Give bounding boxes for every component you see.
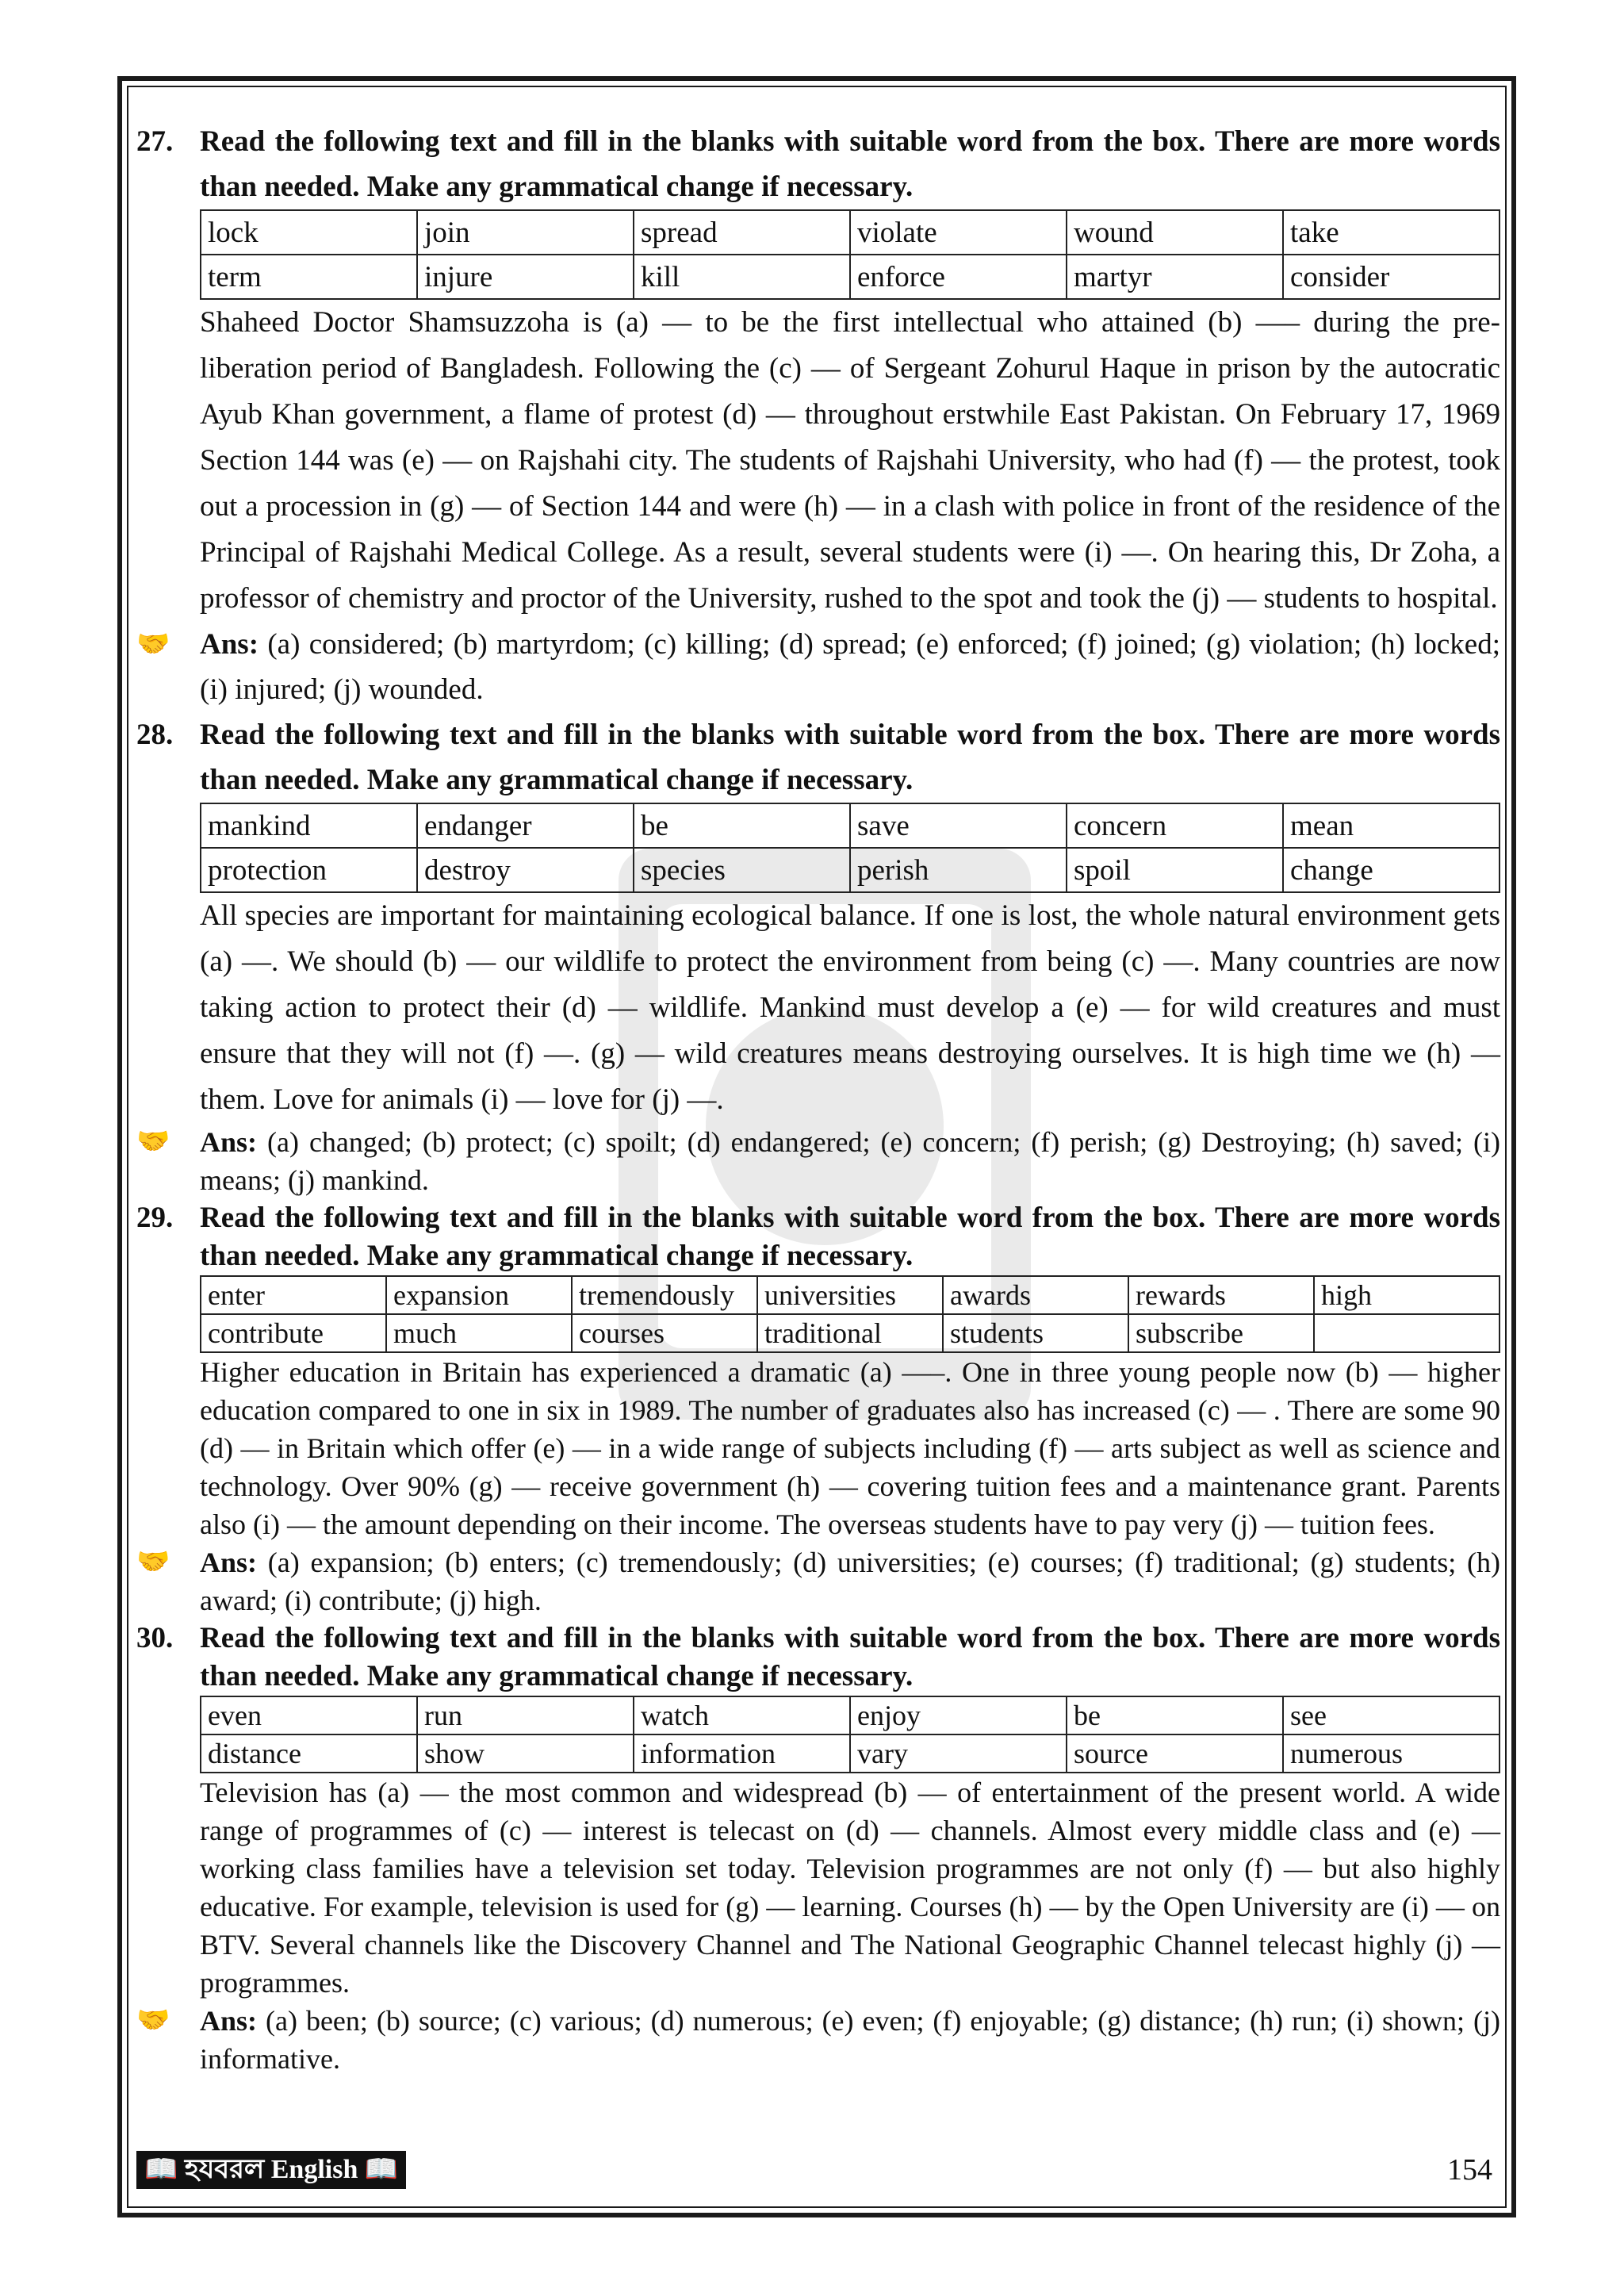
word-box [200, 209, 1500, 300]
word-cell: injure [417, 255, 634, 299]
word-cell: term [201, 255, 417, 299]
word-cell: universities [757, 1276, 943, 1314]
word-cell: numerous [1283, 1734, 1500, 1773]
answer-label: Ans: [200, 628, 259, 661]
page-content [136, 119, 1500, 2078]
word-cell-empty [1314, 1314, 1500, 1352]
answer-line [136, 2002, 1500, 2078]
word-cell: spoil [1067, 848, 1283, 892]
answer-label: Ans: [200, 1126, 258, 1158]
word-cell: distance [201, 1734, 417, 1773]
passage-text: All species are important for maintaining ecological balance. If one is lost, the whole natural environment gets (a) —. We should (b) — our wildlife to protect the environment from being (c) —. Many countries are now taking action to protect their (d) — wildlife. Mankind must develop a (e) — for wild creatures and must ensure that they will not (f) —. (g) — wild creatures means destroying ourselves. It is high time we (h) — them. Love for animals (i) — love for (j) —. [200, 899, 1500, 1116]
answer-line [136, 622, 1500, 712]
link-hands-icon: 🤝 [136, 2006, 170, 2035]
page-footer [136, 2148, 1500, 2192]
word-cell: vary [850, 1734, 1067, 1773]
word-cell: high [1314, 1276, 1500, 1314]
passage-text: Shaheed Doctor Shamsuzzoha is (a) — to be the first intellectual who attained (b) —– during the pre-liberation period of Bangladesh. Following the (c) — of Sergeant Zohurul Haque in prison by the autocratic Ayub Khan government, a flame of protest (d) — throughout erstwhile East Pakistan. On February 17, 1969 Section 144 was (e) — on Rajshahi city. The students of Rajshahi University, who had (f) — the protest, took out a procession in (g) — of Section 144 and were (h) — in a clash with police in front of the residence of the Principal of Rajshahi Medical College. As a result, several students were (i) —. On hearing this, Dr Zoha, a professor of chemistry and proctor of the University, rushed to the spot and took the (j) — students to hospital. [200, 306, 1500, 615]
question-heading [136, 119, 1500, 209]
page-number: 154 [1447, 2153, 1492, 2187]
word-box-row [201, 1696, 1500, 1734]
word-box-row [201, 1734, 1500, 1773]
word-cell: mankind [201, 803, 417, 848]
word-box-row [201, 1314, 1500, 1352]
word-cell: show [417, 1734, 634, 1773]
question-instruction: Read the following text and fill in the blanks with suitable word from the box. There are more words than needed. Make any grammatical change if necessary. [200, 1202, 1500, 1272]
word-cell: protection [201, 848, 417, 892]
word-cell: save [850, 803, 1067, 848]
word-box [200, 803, 1500, 893]
word-cell: perish [850, 848, 1067, 892]
question-29 [136, 1199, 1500, 1619]
book-icon: 📖 [144, 2155, 178, 2184]
question-number: 27. [136, 125, 174, 158]
word-cell: concern [1067, 803, 1283, 848]
word-cell: tremendously [572, 1276, 757, 1314]
question-heading [136, 1619, 1500, 1696]
answer-label: Ans: [200, 1547, 258, 1578]
link-hands-icon: 🤝 [136, 1127, 170, 1156]
word-cell: endanger [417, 803, 634, 848]
passage-text: Television has (a) — the most common and widespread (b) — of entertainment of the present world. A wide range of programmes of (c) — interest is telecast on (d) — channels. Almost every middle class and (e) — working class families have a television set today. Television programmes are not only (f) — but also highly educative. For example, television is used for (g) — learning. Courses (h) — by the Open University are (i) — on BTV. Several channels like the Discovery Channel and The National Geographic Channel telecast highly (j) — programmes. [200, 1777, 1500, 1999]
word-cell: wound [1067, 210, 1283, 255]
word-cell: traditional [757, 1314, 943, 1352]
question-heading [136, 1199, 1500, 1275]
question-27 [136, 119, 1500, 712]
word-cell: destroy [417, 848, 634, 892]
word-box [200, 1275, 1500, 1353]
word-cell: watch [634, 1696, 850, 1734]
answer-text: (a) expansion; (b) enters; (c) tremendously; (d) universities; (e) courses; (f) traditional; (g) students; (h) award; (i) contribute; (j) high. [200, 1547, 1501, 1616]
word-cell: subscribe [1128, 1314, 1314, 1352]
answer-text: (a) changed; (b) protect; (c) spoilt; (d) endangered; (e) concern; (f) perish; (g) Destroying; (h) saved; (i) means; (j) mankind. [200, 1126, 1500, 1196]
answer-text: (a) considered; (b) martyrdom; (c) killing; (d) spread; (e) enforced; (f) joined; (g) violation; (h) locked; (i) injured; (j) wounded. [200, 628, 1501, 706]
word-cell: contribute [201, 1314, 386, 1352]
answer-line [136, 1543, 1500, 1619]
word-box-row [201, 255, 1500, 299]
brand-name: হযবরল English [184, 2155, 358, 2184]
word-cell: enforce [850, 255, 1067, 299]
word-box-row [201, 1276, 1500, 1314]
answer-text-wrap [200, 1123, 1500, 1199]
link-hands-icon: 🤝 [136, 630, 170, 659]
word-cell: enjoy [850, 1696, 1067, 1734]
question-heading [136, 712, 1500, 803]
word-box-row [201, 210, 1500, 255]
passage-text: Higher education in Britain has experienced a dramatic (a) —–. One in three young people now (b) — higher education compared to one in six in 1989. The number of graduates also has increased (c) — . There are some 90 (d) — in Britain which offer (e) — in a wide range of subjects including (f) — arts subject as well as science and technology. Over 90% (g) — receive government (h) — covering tuition fees and a maintenance grant. Parents also (i) — the amount depending on their income. The overseas students have to pay very (j) — tuition fees. [200, 1356, 1500, 1540]
question-instruction: Read the following text and fill in the blanks with suitable word from the box. There are more words than needed. Make any grammatical change if necessary. [200, 1622, 1500, 1692]
word-cell: martyr [1067, 255, 1283, 299]
word-cell: violate [850, 210, 1067, 255]
word-cell: enter [201, 1276, 386, 1314]
answer-text-wrap [200, 622, 1500, 712]
word-cell: take [1283, 210, 1500, 255]
word-cell: rewards [1128, 1276, 1314, 1314]
brand-badge [136, 2151, 406, 2189]
word-cell: expansion [386, 1276, 572, 1314]
word-box-row [201, 848, 1500, 892]
question-number: 29. [136, 1202, 174, 1234]
link-hands-icon: 🤝 [136, 1547, 170, 1577]
word-cell: even [201, 1696, 417, 1734]
word-cell: run [417, 1696, 634, 1734]
word-cell: information [634, 1734, 850, 1773]
question-number: 28. [136, 719, 174, 751]
word-cell: lock [201, 210, 417, 255]
answer-text-wrap [200, 1543, 1500, 1619]
word-cell: species [634, 848, 850, 892]
answer-text-wrap [200, 2002, 1500, 2078]
word-cell: courses [572, 1314, 757, 1352]
word-cell: consider [1283, 255, 1500, 299]
word-box-row [201, 803, 1500, 848]
word-cell: join [417, 210, 634, 255]
word-cell: source [1067, 1734, 1283, 1773]
book-icon: 📖 [364, 2155, 399, 2184]
question-28 [136, 712, 1500, 1199]
word-cell: change [1283, 848, 1500, 892]
word-cell: be [634, 803, 850, 848]
word-cell: much [386, 1314, 572, 1352]
word-cell: mean [1283, 803, 1500, 848]
answer-line [136, 1123, 1500, 1199]
word-cell: be [1067, 1696, 1283, 1734]
question-30 [136, 1619, 1500, 2078]
word-cell: awards [943, 1276, 1128, 1314]
word-cell: students [943, 1314, 1128, 1352]
answer-text: (a) been; (b) source; (c) various; (d) numerous; (e) even; (f) enjoyable; (g) distance; (h) run; (i) shown; (j) informative. [200, 2005, 1501, 2075]
question-instruction: Read the following text and fill in the blanks with suitable word from the box. There are more words than needed. Make any grammatical change if necessary. [200, 125, 1500, 203]
word-box [200, 1696, 1500, 1773]
word-cell: kill [634, 255, 850, 299]
question-instruction: Read the following text and fill in the blanks with suitable word from the box. There are more words than needed. Make any grammatical change if necessary. [200, 719, 1500, 796]
word-cell: spread [634, 210, 850, 255]
word-cell: see [1283, 1696, 1500, 1734]
question-number: 30. [136, 1622, 174, 1654]
answer-label: Ans: [200, 2005, 258, 2037]
